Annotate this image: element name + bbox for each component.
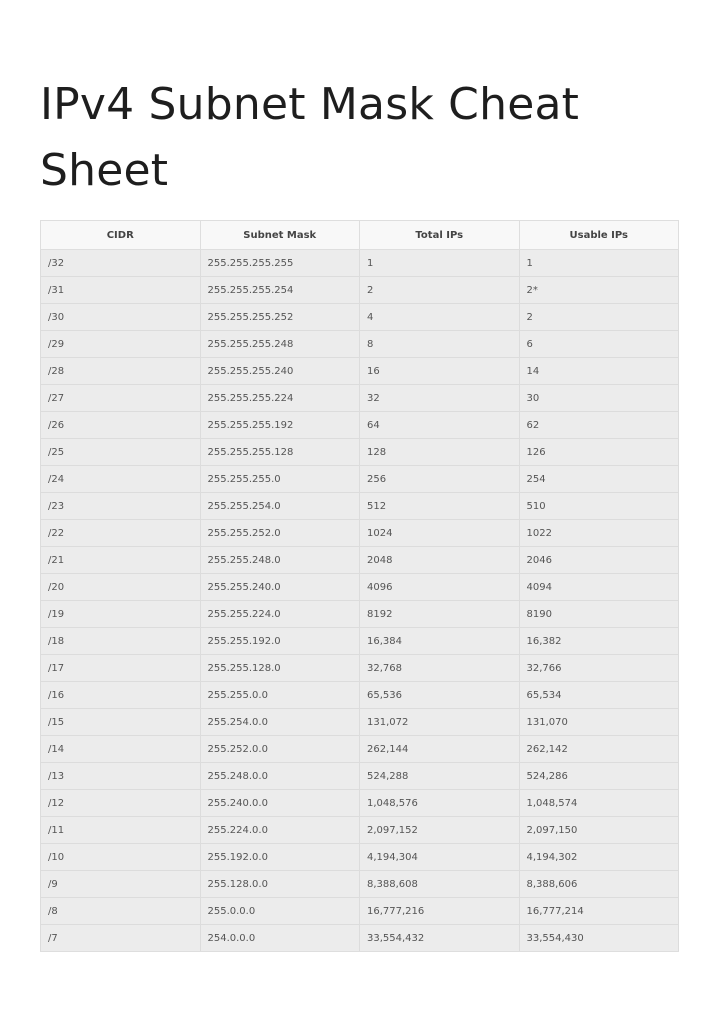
table-row xyxy=(41,925,679,952)
subnet-mask-cell: 255.0.0.0 xyxy=(200,898,360,925)
subnet-mask-cell: 255.255.255.248 xyxy=(200,331,360,358)
total-ips-cell: 1 xyxy=(360,250,520,277)
cidr-cell: /16 xyxy=(41,682,201,709)
usable-ips-cell: 16,382 xyxy=(519,628,679,655)
header-cidr: CIDR xyxy=(41,221,201,250)
subnet-mask-cell: 255.240.0.0 xyxy=(200,790,360,817)
header-subnet-mask: Subnet Mask xyxy=(200,221,360,250)
cidr-cell: /29 xyxy=(41,331,201,358)
usable-ips-cell: 2,097,150 xyxy=(519,817,679,844)
usable-ips-cell: 254 xyxy=(519,466,679,493)
total-ips-cell: 65,536 xyxy=(360,682,520,709)
subnet-mask-cell: 255.255.240.0 xyxy=(200,574,360,601)
subnet-mask-cell: 255.254.0.0 xyxy=(200,709,360,736)
cidr-cell: /25 xyxy=(41,439,201,466)
cidr-cell: /19 xyxy=(41,601,201,628)
table-row xyxy=(41,709,679,736)
total-ips-cell: 33,554,432 xyxy=(360,925,520,952)
table-row xyxy=(41,763,679,790)
table-header xyxy=(41,221,679,250)
usable-ips-cell: 2046 xyxy=(519,547,679,574)
total-ips-cell: 64 xyxy=(360,412,520,439)
total-ips-cell: 32 xyxy=(360,385,520,412)
table-row xyxy=(41,736,679,763)
table-row xyxy=(41,655,679,682)
total-ips-cell: 131,072 xyxy=(360,709,520,736)
total-ips-cell: 8,388,608 xyxy=(360,871,520,898)
cidr-cell: /12 xyxy=(41,790,201,817)
usable-ips-cell: 8,388,606 xyxy=(519,871,679,898)
cidr-cell: /32 xyxy=(41,250,201,277)
total-ips-cell: 4,194,304 xyxy=(360,844,520,871)
table-row xyxy=(41,358,679,385)
cidr-cell: /26 xyxy=(41,412,201,439)
cidr-cell: /31 xyxy=(41,277,201,304)
table-row xyxy=(41,277,679,304)
subnet-mask-cell: 255.255.255.0 xyxy=(200,466,360,493)
cidr-cell: /22 xyxy=(41,520,201,547)
subnet-mask-cell: 255.255.192.0 xyxy=(200,628,360,655)
usable-ips-cell: 6 xyxy=(519,331,679,358)
header-total-ips: Total IPs xyxy=(360,221,520,250)
cidr-cell: /18 xyxy=(41,628,201,655)
cidr-cell: /7 xyxy=(41,925,201,952)
usable-ips-cell: 262,142 xyxy=(519,736,679,763)
usable-ips-cell: 1,048,574 xyxy=(519,790,679,817)
total-ips-cell: 524,288 xyxy=(360,763,520,790)
usable-ips-cell: 33,554,430 xyxy=(519,925,679,952)
usable-ips-cell: 524,286 xyxy=(519,763,679,790)
subnet-mask-cell: 254.0.0.0 xyxy=(200,925,360,952)
table-row xyxy=(41,493,679,520)
usable-ips-cell: 4094 xyxy=(519,574,679,601)
subnet-mask-cell: 255.255.255.254 xyxy=(200,277,360,304)
subnet-mask-cell: 255.224.0.0 xyxy=(200,817,360,844)
table-row xyxy=(41,871,679,898)
cidr-cell: /21 xyxy=(41,547,201,574)
total-ips-cell: 1024 xyxy=(360,520,520,547)
usable-ips-cell: 1022 xyxy=(519,520,679,547)
cidr-cell: /14 xyxy=(41,736,201,763)
subnet-mask-cell: 255.255.255.224 xyxy=(200,385,360,412)
table-row xyxy=(41,466,679,493)
usable-ips-cell: 2 xyxy=(519,304,679,331)
table-row xyxy=(41,439,679,466)
usable-ips-cell: 8190 xyxy=(519,601,679,628)
subnet-mask-cell: 255.255.255.128 xyxy=(200,439,360,466)
table-row xyxy=(41,898,679,925)
usable-ips-cell: 2* xyxy=(519,277,679,304)
page-title: IPv4 Subnet Mask Cheat Sheet xyxy=(40,79,580,196)
table-row xyxy=(41,331,679,358)
subnet-mask-cell: 255.255.224.0 xyxy=(200,601,360,628)
table-row xyxy=(41,412,679,439)
total-ips-cell: 32,768 xyxy=(360,655,520,682)
total-ips-cell: 2048 xyxy=(360,547,520,574)
total-ips-cell: 256 xyxy=(360,466,520,493)
usable-ips-cell: 14 xyxy=(519,358,679,385)
total-ips-cell: 1,048,576 xyxy=(360,790,520,817)
total-ips-cell: 8192 xyxy=(360,601,520,628)
cidr-cell: /13 xyxy=(41,763,201,790)
subnet-mask-cell: 255.252.0.0 xyxy=(200,736,360,763)
cidr-cell: /27 xyxy=(41,385,201,412)
total-ips-cell: 16,384 xyxy=(360,628,520,655)
cidr-cell: /20 xyxy=(41,574,201,601)
usable-ips-cell: 32,766 xyxy=(519,655,679,682)
cidr-cell: /11 xyxy=(41,817,201,844)
table-row xyxy=(41,790,679,817)
table-row xyxy=(41,520,679,547)
total-ips-cell: 4096 xyxy=(360,574,520,601)
table-row xyxy=(41,844,679,871)
total-ips-cell: 2,097,152 xyxy=(360,817,520,844)
cidr-cell: /23 xyxy=(41,493,201,520)
subnet-mask-cell: 255.255.252.0 xyxy=(200,520,360,547)
usable-ips-cell: 30 xyxy=(519,385,679,412)
header-usable-ips: Usable IPs xyxy=(519,221,679,250)
table-row xyxy=(41,547,679,574)
cidr-cell: /17 xyxy=(41,655,201,682)
header-row xyxy=(41,221,679,250)
usable-ips-cell: 62 xyxy=(519,412,679,439)
usable-ips-cell: 4,194,302 xyxy=(519,844,679,871)
cidr-cell: /28 xyxy=(41,358,201,385)
subnet-table xyxy=(40,220,679,952)
subnet-mask-cell: 255.248.0.0 xyxy=(200,763,360,790)
usable-ips-cell: 1 xyxy=(519,250,679,277)
cidr-cell: /24 xyxy=(41,466,201,493)
subnet-table-container xyxy=(40,220,679,952)
subnet-mask-cell: 255.255.255.192 xyxy=(200,412,360,439)
subnet-mask-cell: 255.255.254.0 xyxy=(200,493,360,520)
table-body xyxy=(41,250,679,952)
cidr-cell: /15 xyxy=(41,709,201,736)
table-row xyxy=(41,304,679,331)
total-ips-cell: 8 xyxy=(360,331,520,358)
subnet-mask-cell: 255.192.0.0 xyxy=(200,844,360,871)
total-ips-cell: 128 xyxy=(360,439,520,466)
subnet-mask-cell: 255.128.0.0 xyxy=(200,871,360,898)
table-row xyxy=(41,385,679,412)
total-ips-cell: 16 xyxy=(360,358,520,385)
table-row xyxy=(41,628,679,655)
total-ips-cell: 4 xyxy=(360,304,520,331)
usable-ips-cell: 126 xyxy=(519,439,679,466)
usable-ips-cell: 16,777,214 xyxy=(519,898,679,925)
cidr-cell: /10 xyxy=(41,844,201,871)
cidr-cell: /30 xyxy=(41,304,201,331)
subnet-mask-cell: 255.255.255.240 xyxy=(200,358,360,385)
total-ips-cell: 16,777,216 xyxy=(360,898,520,925)
table-row xyxy=(41,574,679,601)
subnet-mask-cell: 255.255.255.252 xyxy=(200,304,360,331)
subnet-mask-cell: 255.255.0.0 xyxy=(200,682,360,709)
table-row xyxy=(41,817,679,844)
table-row xyxy=(41,682,679,709)
cidr-cell: /9 xyxy=(41,871,201,898)
table-row xyxy=(41,250,679,277)
total-ips-cell: 2 xyxy=(360,277,520,304)
usable-ips-cell: 65,534 xyxy=(519,682,679,709)
usable-ips-cell: 131,070 xyxy=(519,709,679,736)
cidr-cell: /8 xyxy=(41,898,201,925)
subnet-mask-cell: 255.255.248.0 xyxy=(200,547,360,574)
subnet-mask-cell: 255.255.128.0 xyxy=(200,655,360,682)
total-ips-cell: 512 xyxy=(360,493,520,520)
total-ips-cell: 262,144 xyxy=(360,736,520,763)
table-row xyxy=(41,601,679,628)
subnet-mask-cell: 255.255.255.255 xyxy=(200,250,360,277)
usable-ips-cell: 510 xyxy=(519,493,679,520)
